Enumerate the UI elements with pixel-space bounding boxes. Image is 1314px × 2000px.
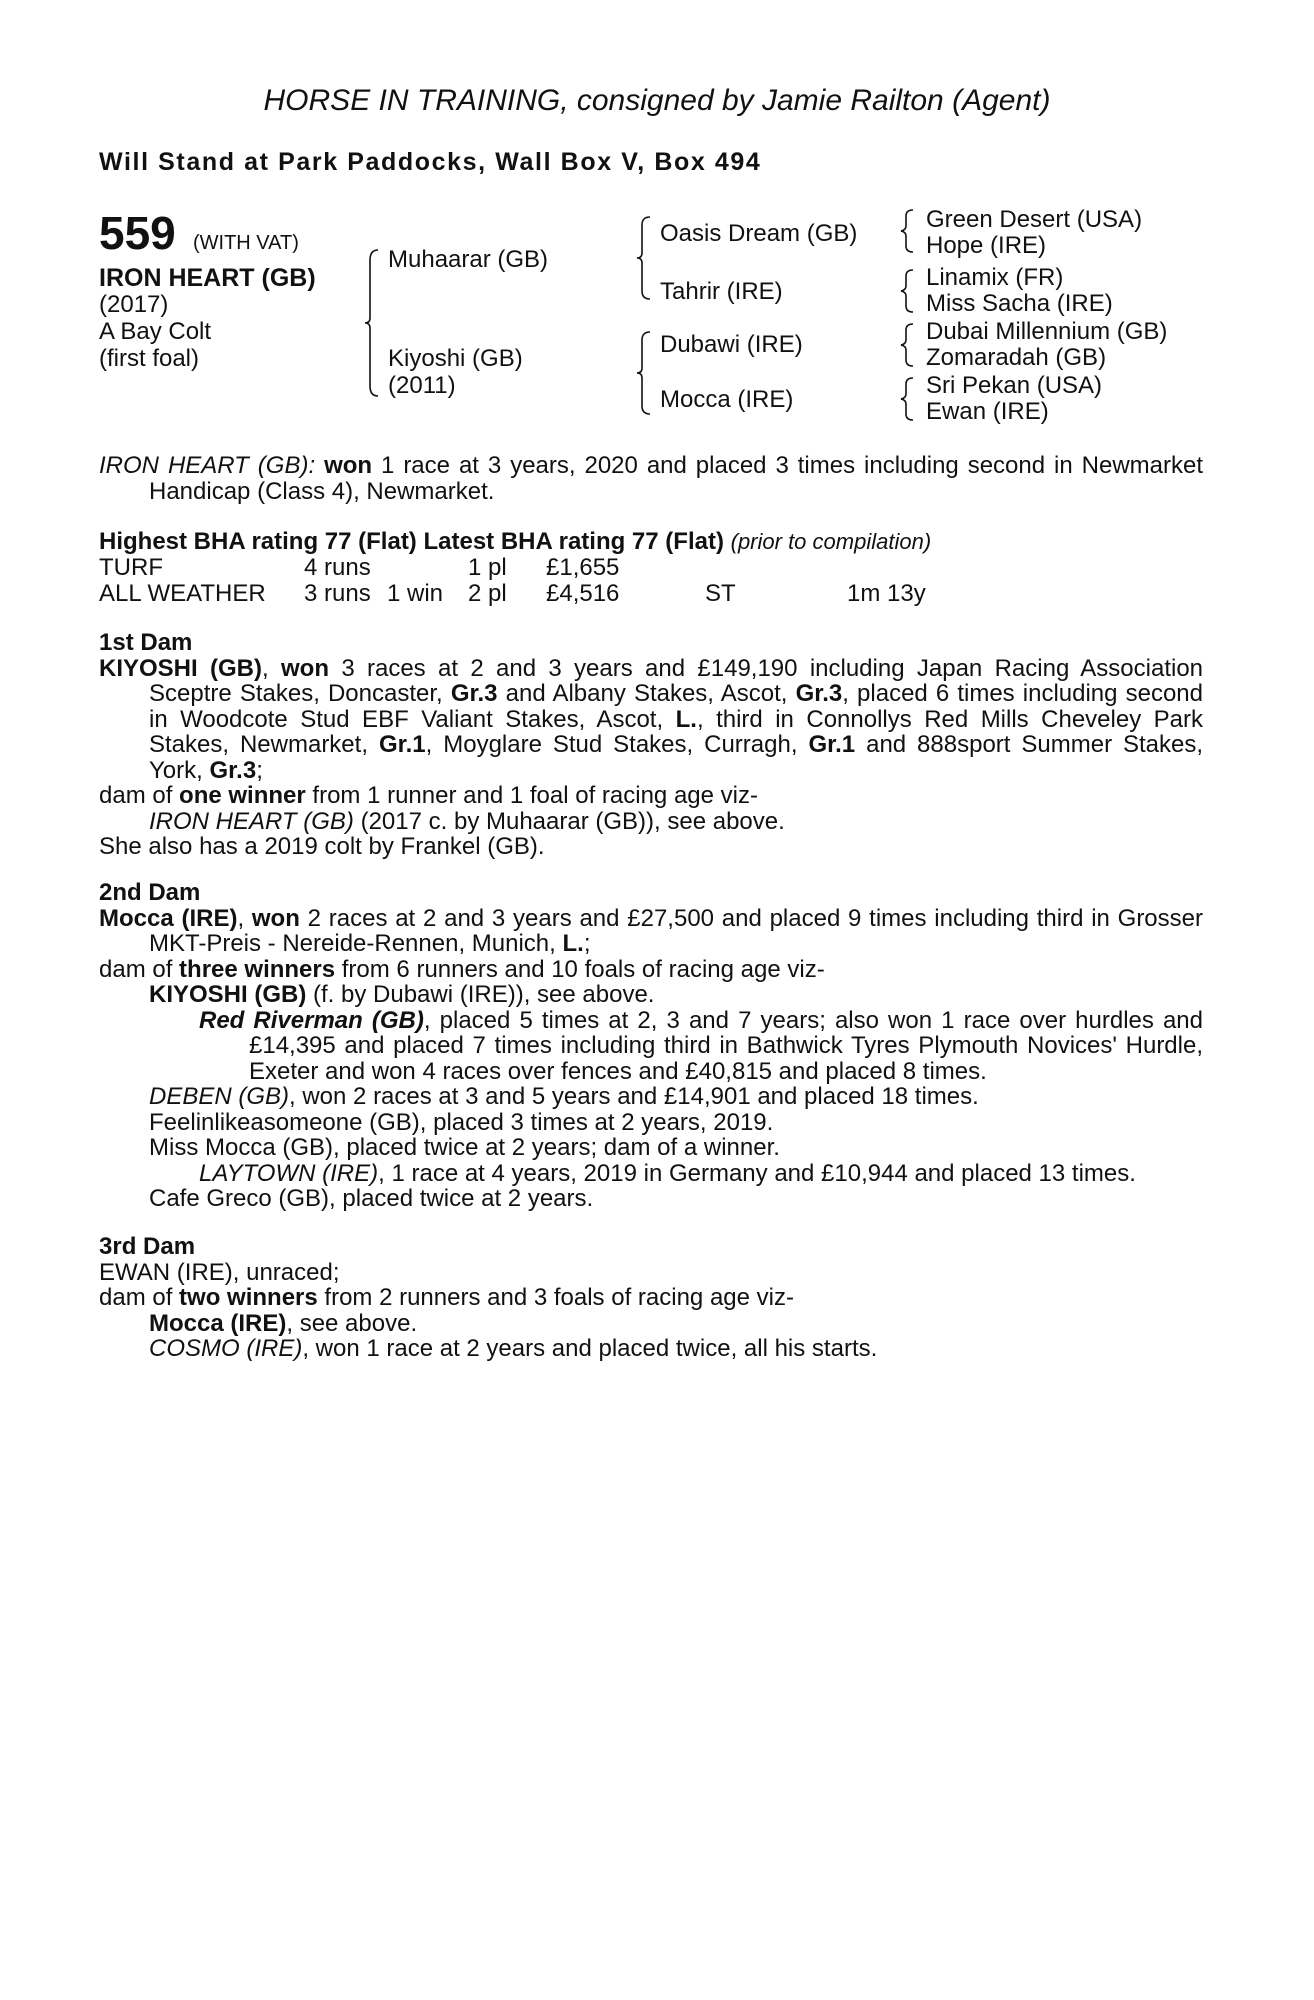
progeny-name: LAYTOWN (IRE)	[199, 1159, 379, 1187]
grade-5: Gr.1	[808, 731, 856, 758]
first-dam-heading: 1st Dam	[99, 629, 193, 656]
progeny-item	[99, 809, 1203, 835]
second-dam-heading: 2nd Dam	[99, 879, 201, 906]
sire-dam-bracket	[364, 248, 384, 398]
dd-sire: Sri Pekan (USA)	[926, 372, 1103, 399]
aw-distance: 1m 13y	[847, 580, 926, 607]
second-dam-t2: ;	[583, 930, 591, 957]
progeny-name: KIYOSHI (GB)	[149, 981, 307, 1008]
dam-year: (2011)	[388, 372, 456, 399]
grade-6: Gr.3	[209, 756, 257, 784]
grand-progeny-item	[99, 1161, 1203, 1187]
vat-note: (WITH VAT)	[193, 232, 299, 254]
second-dam-t1: 2 races at 2 and 3 years and £27,500 and placed 9 times including third in Grosser MKT-Preis - Nereide-Rennen, Munich,	[149, 904, 1203, 957]
ss-dam: Hope (IRE)	[926, 232, 1047, 259]
grade-2: Gr.3	[795, 680, 843, 707]
turf-placed: 1 pl	[468, 554, 507, 581]
lot-number: 559	[99, 207, 176, 259]
sire-line-bracket	[636, 215, 656, 301]
dam-of-text: from 6 runners and 10 foals of racing age viz-	[341, 955, 825, 983]
dd-bracket	[900, 376, 920, 422]
sire: Muhaarar (GB)	[388, 246, 549, 273]
ratings-note: (prior to compilation)	[730, 529, 932, 554]
second-dam-won: won	[251, 904, 300, 932]
first-dam-won: won	[281, 654, 329, 682]
sire-dam: Tahrir (IRE)	[660, 278, 783, 305]
progeny-name: Mocca (IRE)	[149, 1309, 287, 1337]
third-dam-heading: 3rd Dam	[99, 1233, 196, 1260]
first-dam-section	[99, 630, 1203, 860]
summary-won: won	[324, 452, 373, 479]
first-dam-extra: She also has a 2019 colt by Frankel (GB).	[99, 833, 545, 860]
first-dam-t7: ;	[256, 756, 263, 784]
progeny-text: , see above.	[286, 1309, 418, 1337]
first-dam-t5: , Moyglare Stud Stakes, Curragh,	[425, 731, 798, 758]
summary-text: 1 race at 3 years, 2020 and placed 3 times including second in Newmarket Handicap (Class 4), Newmarket.	[149, 452, 1204, 505]
dam-of-winners: three winners	[179, 955, 336, 983]
second-dam-produce	[99, 957, 1203, 983]
progeny-text: , won 2 races at 3 and 5 years and £14,901 and placed 18 times.	[289, 1083, 979, 1110]
dam-of-label: dam of	[99, 955, 173, 983]
dam-of-label: dam of	[99, 782, 173, 809]
progeny-name: COSMO (IRE)	[149, 1335, 303, 1362]
progeny-text: (2017 c. by Muhaarar (GB)), see above.	[360, 807, 785, 835]
progeny-name: IRON HEART (GB)	[149, 807, 354, 835]
first-dam-t3: , placed 6 times including second in Woodcote Stud EBF Valiant Stakes, Ascot,	[149, 680, 1204, 733]
ds-dam: Zomaradah (GB)	[926, 344, 1107, 371]
dam-of-winners: two winners	[179, 1284, 318, 1311]
turf-surface: TURF	[99, 554, 163, 581]
first-dam-t1: 3 races at 2 and 3 years and £149,190 including Japan Racing Association Sceptre Stakes, Doncaster,	[149, 654, 1204, 707]
first-dam-record: KIYOSHI (GB), won 3 races at 2 and 3 years and £149,190 including Japan Racing Association Sceptre Stakes, Doncaster, Gr.3 and Albany Stakes, Ascot, Gr.3, placed 6 times including second in Woodcote Stud EBF Valiant Stakes, Ascot, L., third in Connollys Red Mills Cheveley Park Stakes, Newmarket, Gr.1, Moyglare Stud Stakes, Curragh, Gr.1 and 888sport Summer Stakes, York, Gr.3;	[99, 654, 1204, 784]
third-dam-section	[99, 1234, 1203, 1362]
aw-placed: 2 pl	[468, 580, 507, 607]
stand-location: Will Stand at Park Paddocks, Wall Box V, Box 494	[99, 148, 762, 176]
progeny-item: Miss Mocca (GB), placed twice at 2 years; dam of a winner.	[149, 1134, 780, 1161]
dam-line-bracket	[636, 330, 656, 416]
horse-name: IRON HEART (GB)	[99, 264, 316, 292]
progeny-text: , 1 race at 4 years, 2019 in Germany and £10,944 and placed 13 times.	[378, 1159, 1136, 1187]
aw-prize: £4,516	[546, 580, 620, 607]
page-title: HORSE IN TRAINING, consigned by Jamie Railton (Agent)	[263, 84, 1051, 117]
third-dam-produce	[99, 1285, 1203, 1311]
progeny-name: Red Riverman (GB)	[199, 1006, 424, 1034]
race-summary: IRON HEART (GB): won 1 race at 3 years, 2020 and placed 3 times including second in Newmarket Handicap (Class 4), Newmarket.	[99, 452, 1204, 505]
ds-bracket	[900, 322, 920, 368]
first-dam-name: KIYOSHI (GB)	[99, 654, 262, 682]
progeny-text: (f. by Dubawi (IRE)), see above.	[313, 981, 655, 1008]
first-dam-t6: and 888sport Summer Stakes, York,	[149, 731, 1204, 784]
second-dam-section	[99, 880, 1203, 1212]
dam-sire: Dubawi (IRE)	[660, 331, 803, 358]
progeny-item	[99, 1336, 1203, 1362]
dam-of-text: from 1 runner and 1 foal of racing age viz-	[312, 782, 758, 809]
grade-4: Gr.1	[378, 731, 426, 758]
aw-surface: ALL WEATHER	[99, 580, 266, 607]
ss-sire: Green Desert (USA)	[926, 206, 1143, 233]
horse-year: (2017)	[99, 291, 169, 318]
sd-sire: Linamix (FR)	[926, 264, 1064, 291]
grade-3: L.	[675, 705, 697, 733]
first-dam-t4: , third in Connollys Red Mills Cheveley Park Stakes, Newmarket,	[149, 705, 1204, 758]
aw-runs: 3 runs	[304, 580, 371, 607]
second-dam-name: Mocca (IRE)	[99, 904, 238, 932]
progeny-item	[99, 1084, 1203, 1110]
progeny-name: DEBEN (GB)	[149, 1083, 290, 1110]
aw-going: ST	[705, 580, 736, 607]
ratings-label: Highest BHA rating 77 (Flat) Latest BHA rating 77 (Flat)	[99, 528, 724, 555]
dam-of-text: from 2 runners and 3 foals of racing age viz-	[324, 1284, 794, 1311]
first-dam-t2: and Albany Stakes, Ascot,	[505, 680, 788, 707]
progeny-text: , placed 5 times at 2, 3 and 7 years; also won 1 race over hurdles and £14,395 and placed 7 times including third in Bathwick Tyres Plymouth Novices' Hurdle, Exeter and won 4 races over fences and £40,815 and placed 8 times.	[249, 1006, 1203, 1085]
progeny-item: Feelinlikeasomeone (GB), placed 3 times at 2 years, 2019.	[149, 1108, 774, 1136]
ratings-line	[99, 528, 931, 556]
dam-of-label: dam of	[99, 1284, 173, 1311]
horse-description: A Bay Colt	[99, 318, 212, 345]
ss-bracket	[900, 208, 920, 254]
third-dam-record: EWAN (IRE), unraced;	[99, 1258, 340, 1286]
turf-prize: £1,655	[546, 554, 620, 581]
summary-horse-name: IRON HEART (GB)	[99, 452, 309, 479]
sd-bracket	[900, 268, 920, 314]
foal-note: (first foal)	[99, 345, 200, 372]
second-dam-record: Mocca (IRE), won 2 races at 2 and 3 years and £27,500 and placed 9 times including third in Grosser MKT-Preis - Nereide-Rennen, Munich, L.;	[99, 904, 1203, 957]
progeny-item	[99, 1311, 1203, 1337]
aw-wins: 1 win	[387, 580, 444, 607]
dam-dam: Mocca (IRE)	[660, 386, 794, 413]
progeny-item	[149, 1008, 1203, 1085]
ds-sire: Dubai Millennium (GB)	[926, 318, 1168, 345]
progeny-item: Cafe Greco (GB), placed twice at 2 years.	[149, 1185, 594, 1212]
sire-sire: Oasis Dream (GB)	[660, 220, 858, 247]
grade-listed: L.	[562, 930, 584, 957]
turf-runs: 4 runs	[304, 554, 371, 581]
grade-1: Gr.3	[450, 680, 498, 707]
sd-dam: Miss Sacha (IRE)	[926, 290, 1113, 317]
first-dam-produce	[99, 783, 1203, 809]
dam: Kiyoshi (GB)	[388, 345, 523, 372]
dd-dam: Ewan (IRE)	[926, 398, 1049, 425]
progeny-item	[99, 982, 1203, 1008]
progeny-text: , won 1 race at 2 years and placed twice, all his starts.	[302, 1335, 878, 1362]
dam-of-winners: one winner	[179, 782, 306, 809]
